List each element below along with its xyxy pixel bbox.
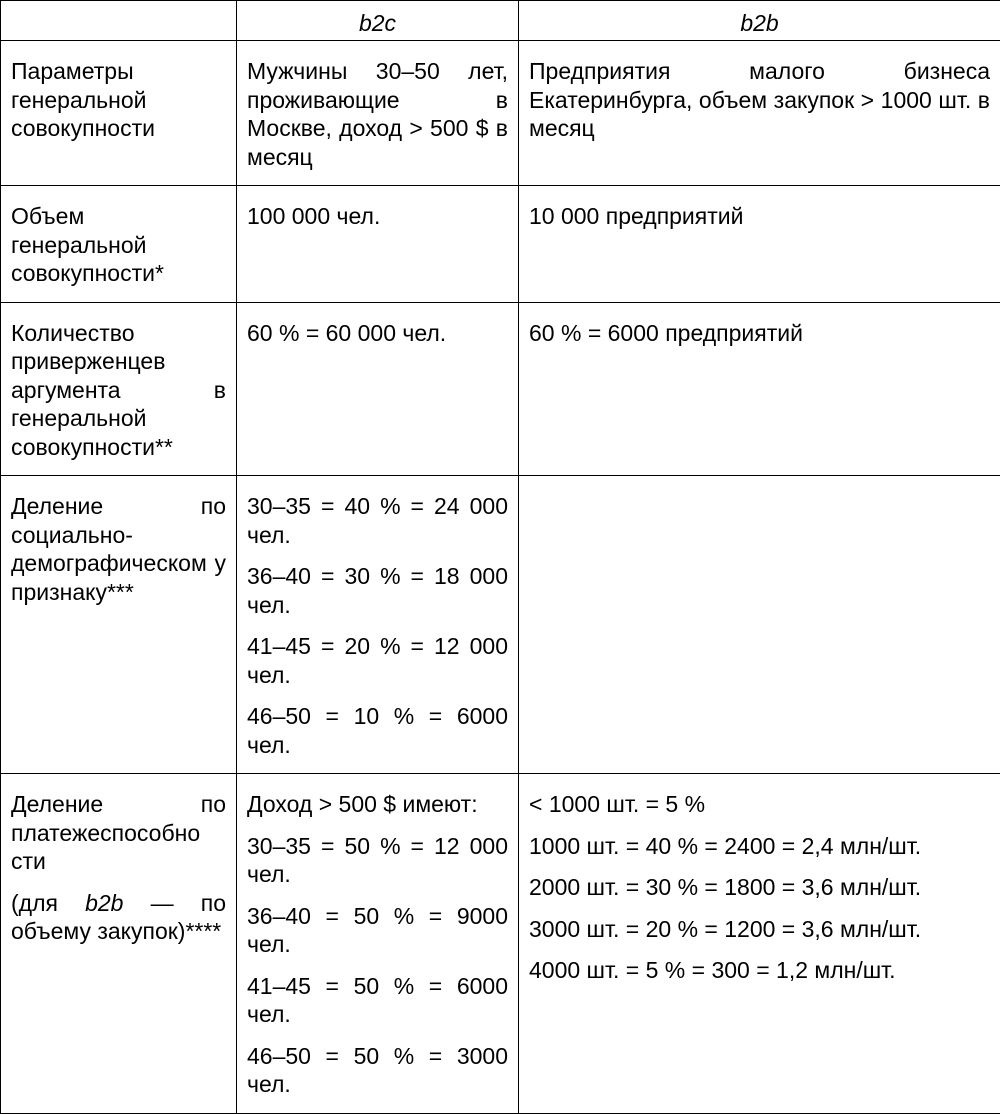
b2c-value: 60 % = 60 000 чел. [247, 319, 508, 348]
b2b-value: < 1000 шт. = 5 % [529, 790, 990, 819]
b2c-value: 41–45 = 50 % = 6000 чел. [247, 972, 508, 1029]
b2b-value: Предприятия малого бизнеса Екатеринбурга, объем закупок > 1000 шт. в месяц [529, 57, 990, 143]
b2b-value: 2000 шт. = 30 % = 1800 = 3,6 млн/шт. [529, 873, 990, 902]
b2b-cell [519, 302, 1000, 476]
b2c-value: 46–50 = 10 % = 6000 чел. [247, 702, 508, 759]
row-label-cell [1, 186, 237, 303]
row-label: Деление по платежеспособно сти [11, 790, 226, 876]
b2c-value: 30–35 = 50 % = 12 000 чел. [247, 832, 508, 889]
b2b-value: 10 000 предприятий [529, 202, 990, 231]
row-label: Деление по социально-демографическом у признаку*** [11, 492, 226, 606]
note-prefix: (для [11, 890, 85, 916]
b2c-cell [237, 186, 519, 303]
row-label-note [11, 889, 226, 946]
b2b-cell [519, 186, 1000, 303]
b2c-value: 100 000 чел. [247, 202, 508, 231]
header-b2b: b2b [519, 1, 1000, 41]
b2b-value: 60 % = 6000 предприятий [529, 319, 990, 348]
table-row [1, 186, 1000, 303]
row-label: Объем генеральной совокупности* [11, 202, 226, 288]
table-row [1, 41, 1000, 186]
table-row [1, 774, 1000, 1114]
row-label: Параметры генеральной совокупности [11, 57, 226, 143]
header-b2c: b2c [237, 1, 519, 41]
b2c-cell [237, 476, 519, 774]
b2b-cell [519, 774, 1000, 1114]
b2c-cell [237, 302, 519, 476]
note-italic: b2b [85, 890, 123, 916]
row-label-cell [1, 302, 237, 476]
b2c-value: 36–40 = 50 % = 9000 чел. [247, 902, 508, 959]
b2c-value: 46–50 = 50 % = 3000 чел. [247, 1042, 508, 1099]
table-row [1, 302, 1000, 476]
b2c-value: 30–35 = 40 % = 24 000 чел. [247, 492, 508, 549]
b2c-cell [237, 41, 519, 186]
header-row [1, 1, 1000, 41]
b2b-value: 1000 шт. = 40 % = 2400 = 2,4 млн/шт. [529, 832, 990, 861]
b2b-cell [519, 41, 1000, 186]
note-suffix: — по объему закупок)**** [11, 890, 226, 945]
b2c-value: 36–40 = 30 % = 18 000 чел. [247, 562, 508, 619]
row-label-cell [1, 774, 237, 1114]
b2c-value: Мужчины 30–50 лет, проживающие в Москве, доход > 500 $ в месяц [247, 57, 508, 171]
table-row [1, 476, 1000, 774]
row-label-cell [1, 41, 237, 186]
b2b-value: 4000 шт. = 5 % = 300 = 1,2 млн/шт. [529, 956, 990, 985]
row-label-cell [1, 476, 237, 774]
header-empty-cell [1, 1, 237, 41]
b2b-value: 3000 шт. = 20 % = 1200 = 3,6 млн/шт. [529, 915, 990, 944]
row-label: Количество приверженцев аргумента в генеральной совокупности** [11, 319, 226, 462]
b2c-cell [237, 774, 519, 1114]
b2b-cell [519, 476, 1000, 774]
b2c-value: 41–45 = 20 % = 12 000 чел. [247, 632, 508, 689]
b2c-value: Доход > 500 $ имеют: [247, 790, 508, 819]
